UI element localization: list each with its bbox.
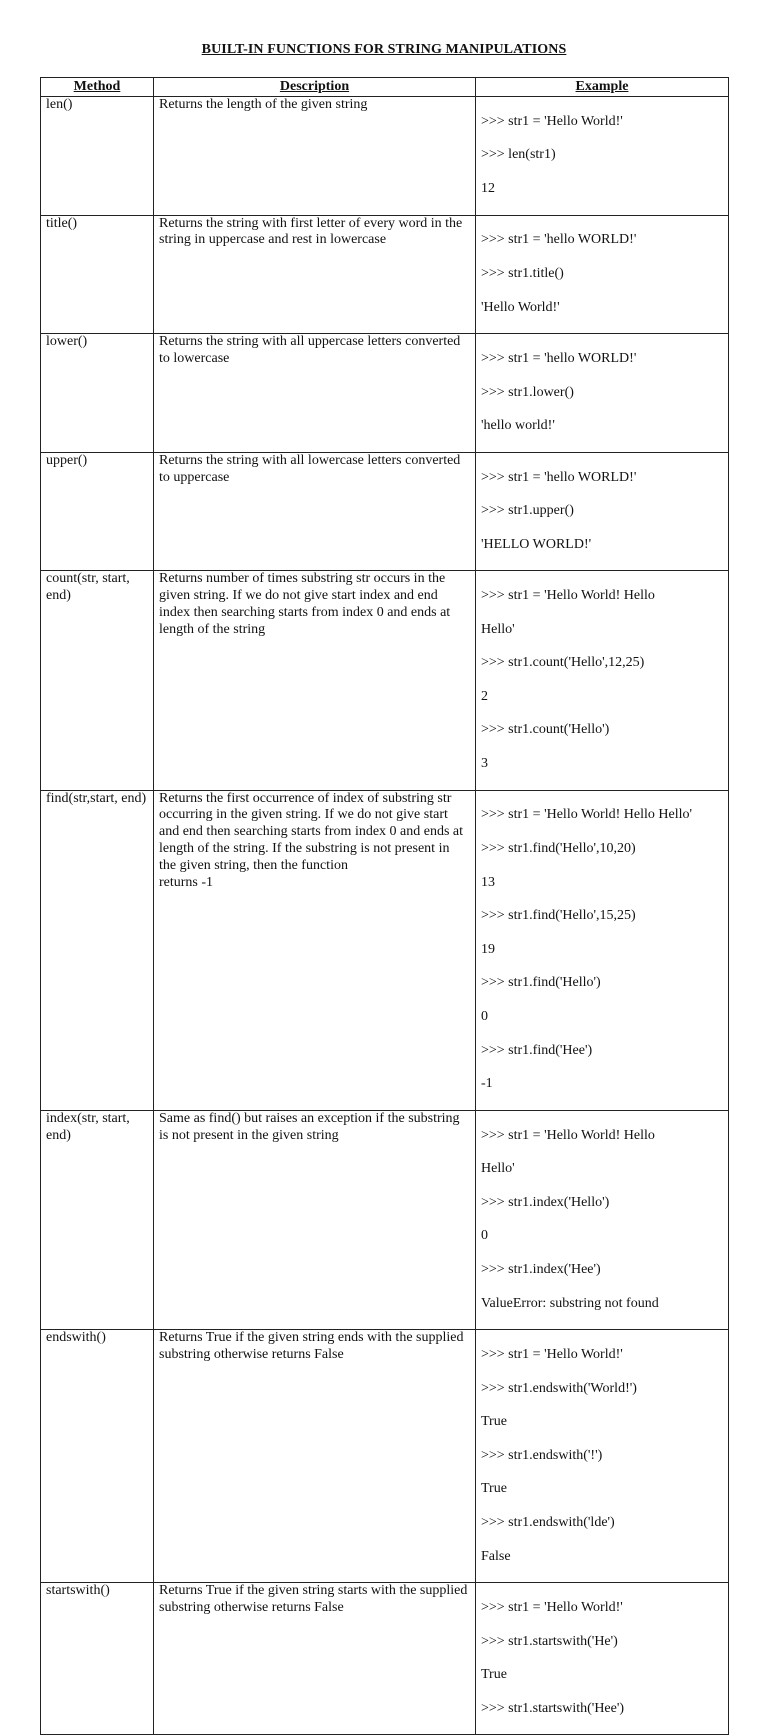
example-line: Hello' — [481, 1161, 515, 1177]
example-line: >>> str1.count('Hello') — [481, 722, 610, 738]
example-line: >>> str1.endswith('lde') — [481, 1514, 615, 1530]
example-line: >>> str1 = 'Hello World! Hello — [481, 1127, 655, 1143]
example-cell — [476, 334, 729, 453]
method-cell: endswith() — [41, 1330, 154, 1583]
example-line: >>> str1.find('Hee') — [481, 1042, 593, 1058]
example-line: >>> len(str1) — [481, 147, 556, 163]
example-cell — [476, 452, 729, 571]
example-line: 19 — [481, 941, 495, 957]
table-header-row — [41, 78, 729, 97]
method-cell: index(str, start, end) — [41, 1110, 154, 1329]
example-line: >>> str1.title() — [481, 265, 564, 281]
method-cell: upper() — [41, 452, 154, 571]
method-cell: lower() — [41, 334, 154, 453]
example-line: True — [481, 1667, 507, 1683]
example-line: Hello' — [481, 621, 515, 637]
example-line: >>> str1 = 'Hello World!' — [481, 1599, 623, 1615]
example-cell — [476, 1330, 729, 1583]
example-cell — [476, 97, 729, 216]
table-row — [41, 1330, 729, 1583]
table-row — [41, 215, 729, 334]
description-cell: Returns the length of the given string — [154, 97, 476, 216]
example-line: >>> str1 = 'hello WORLD!' — [481, 350, 637, 366]
description-cell: Returns the string with all uppercase letters converted to lowercase — [154, 334, 476, 453]
example-cell — [476, 571, 729, 790]
description-cell: Returns True if the given string starts with the supplied substring otherwise returns False — [154, 1583, 476, 1735]
description-cell: Same as find() but raises an exception if the substring is not present in the given string — [154, 1110, 476, 1329]
example-line: False — [481, 1548, 511, 1564]
example-line: 'hello world!' — [481, 418, 555, 434]
example-line: >>> str1.index('Hee') — [481, 1261, 601, 1277]
method-cell: find(str,start, end) — [41, 790, 154, 1110]
example-cell — [476, 1110, 729, 1329]
example-line: >>> str1 = 'Hello World!' — [481, 1346, 623, 1362]
example-line: 2 — [481, 688, 488, 704]
example-line: >>> str1 = 'hello WORLD!' — [481, 469, 637, 485]
example-line: >>> str1.index('Hello') — [481, 1194, 610, 1210]
string-functions-table — [40, 77, 729, 1735]
example-line: 0 — [481, 1228, 488, 1244]
example-line: >>> str1.find('Hello') — [481, 975, 601, 991]
example-cell — [476, 1583, 729, 1735]
example-line: ValueError: substring not found — [481, 1295, 659, 1311]
example-line: >>> str1.endswith('!') — [481, 1447, 603, 1463]
example-line: >>> str1.find('Hello',10,20) — [481, 841, 636, 857]
example-line: >>> str1.startswith('He') — [481, 1633, 618, 1649]
table-row — [41, 97, 729, 216]
example-line: 12 — [481, 180, 495, 196]
example-line: True — [481, 1414, 507, 1430]
method-cell: count(str, start, end) — [41, 571, 154, 790]
example-line: >>> str1.count('Hello',12,25) — [481, 655, 645, 671]
method-cell: len() — [41, 97, 154, 216]
example-line: >>> str1.endswith('World!') — [481, 1380, 637, 1396]
table-row — [41, 334, 729, 453]
table-row — [41, 571, 729, 790]
header-example: Example — [476, 78, 729, 97]
header-description: Description — [154, 78, 476, 97]
example-line: 'HELLO WORLD!' — [481, 536, 592, 552]
table-row — [41, 452, 729, 571]
table-row — [41, 1583, 729, 1735]
example-line: >>> str1 = 'Hello World! Hello Hello' — [481, 807, 692, 823]
description-cell: Returns the first occurrence of index of substring str occurring in the given string. If we do not give start and end then searching starts from index 0 and ends at length of the string. If the substring is not present in the given string, then the function returns -1 — [154, 790, 476, 1110]
example-line: >>> str1.upper() — [481, 503, 574, 519]
example-line: 'Hello World!' — [481, 299, 560, 315]
example-line: 3 — [481, 756, 488, 772]
example-cell — [476, 215, 729, 334]
example-line: >>> str1 = 'Hello World!' — [481, 113, 623, 129]
example-line: True — [481, 1481, 507, 1497]
description-cell: Returns True if the given string ends with the supplied substring otherwise returns False — [154, 1330, 476, 1583]
page-title: BUILT-IN FUNCTIONS FOR STRING MANIPULATIONS — [201, 42, 567, 57]
example-line: >>> str1.lower() — [481, 384, 574, 400]
example-cell — [476, 790, 729, 1110]
example-line: 0 — [481, 1009, 488, 1025]
example-line: 13 — [481, 874, 495, 890]
example-line: >>> str1 = 'Hello World! Hello — [481, 588, 655, 604]
example-line: >>> str1.find('Hello',15,25) — [481, 908, 636, 924]
description-cell: Returns number of times substring str occurs in the given string. If we do not give start index and end index then searching starts from index 0 and ends at length of the string — [154, 571, 476, 790]
table-row — [41, 790, 729, 1110]
method-cell: startswith() — [41, 1583, 154, 1735]
description-cell: Returns the string with first letter of every word in the string in uppercase and rest in lowercase — [154, 215, 476, 334]
table-row — [41, 1110, 729, 1329]
example-line: >>> str1.startswith('Hee') — [481, 1700, 625, 1716]
example-line: -1 — [481, 1076, 493, 1092]
header-method: Method — [41, 78, 154, 97]
method-cell: title() — [41, 215, 154, 334]
description-cell: Returns the string with all lowercase letters converted to uppercase — [154, 452, 476, 571]
example-line: >>> str1 = 'hello WORLD!' — [481, 232, 637, 248]
